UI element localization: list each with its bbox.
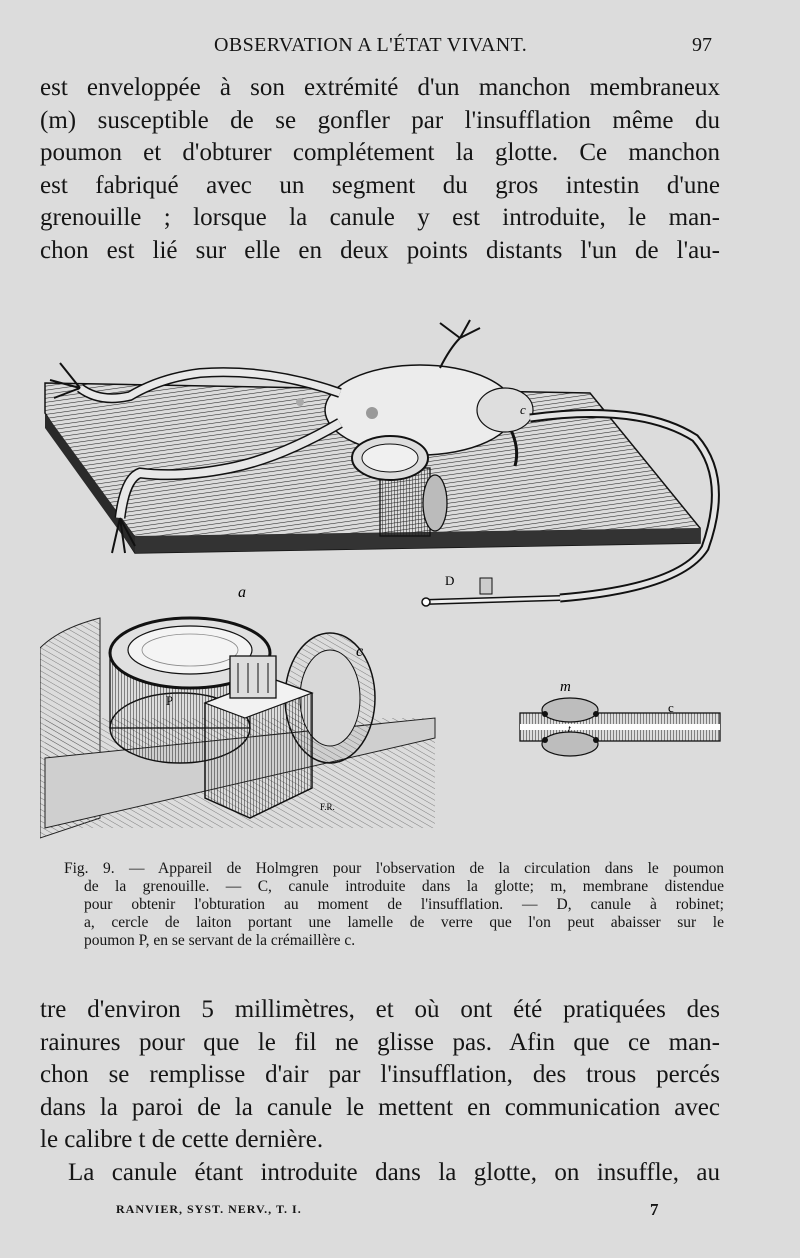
text-line: chon se remplisse d'air par l'insufflation, des trous percés	[40, 1061, 720, 1088]
book-reference: RANVIER, SYST. NERV., T. I.	[116, 1202, 302, 1216]
text-line: le calibre t de cette dernière.	[40, 1126, 324, 1153]
caption-line: poumon P, en se servant de la crémaillère c.	[84, 932, 356, 949]
text-line: poumon et d'obturer complétement la glotte. Ce manchon	[40, 139, 720, 166]
engraving-illustration	[40, 318, 740, 848]
text-line: (m) susceptible de se gonfler par l'insufflation même du	[40, 106, 720, 134]
page-footer	[0, 1200, 800, 1220]
text-line: est fabriqué avec un segment du gros intestin d'une	[40, 171, 720, 199]
caption-line: pour obtenir l'obturation au moment de l'insufflation. — D, canule à robinet;	[84, 896, 724, 913]
label-t: t	[568, 724, 571, 735]
figure-holmgren-apparatus	[40, 318, 740, 848]
text-line: tre d'environ 5 millimètres, et où ont été pratiquées des	[40, 996, 720, 1023]
running-title: OBSERVATION A L'ÉTAT VIVANT.	[214, 34, 528, 56]
label-a: a	[238, 584, 246, 601]
text-line: La canule étant introduite dans la glotte, on insuffle, au	[68, 1158, 720, 1186]
caption-line: Fig. 9. — Appareil de Holmgren pour l'observation de la circulation dans le poumon	[64, 860, 724, 877]
caption-line: a, cercle de laiton portant une lamelle de verre que l'on peut abaisser sur le	[84, 914, 724, 931]
running-header	[0, 34, 800, 62]
label-c-section: c	[668, 700, 674, 715]
label-c-wheel: c	[356, 643, 364, 660]
label-d: D	[445, 573, 455, 588]
top-paragraph	[40, 72, 720, 267]
enlarged-lung-chamber	[40, 618, 435, 838]
cannula-cross-section	[520, 698, 720, 756]
label-p: P	[166, 693, 174, 708]
text-line: chon est lié sur elle en deux points distants l'un de l'au-	[40, 236, 720, 264]
caption-line: de la grenouille. — C, canule introduite dans la glotte; m, membrane distendue	[84, 878, 724, 895]
engraver-signature: F.R.	[320, 802, 335, 812]
bottom-paragraph	[40, 994, 720, 1189]
figure-caption	[64, 860, 724, 950]
label-m: m	[560, 679, 571, 695]
text-line: dans la paroi de la canule le mettent en communication avec	[40, 1093, 720, 1121]
text-line: rainures pour que le fil ne glisse pas. Afin que ce man-	[40, 1028, 720, 1056]
text-line: grenouille ; lorsque la canule y est introduite, le man-	[40, 204, 720, 231]
label-c-top: c	[520, 402, 526, 417]
signature-mark: 7	[650, 1200, 659, 1219]
page-number: 97	[692, 34, 712, 56]
text-line: est enveloppée à son extrémité d'un manchon membraneux	[40, 74, 720, 101]
